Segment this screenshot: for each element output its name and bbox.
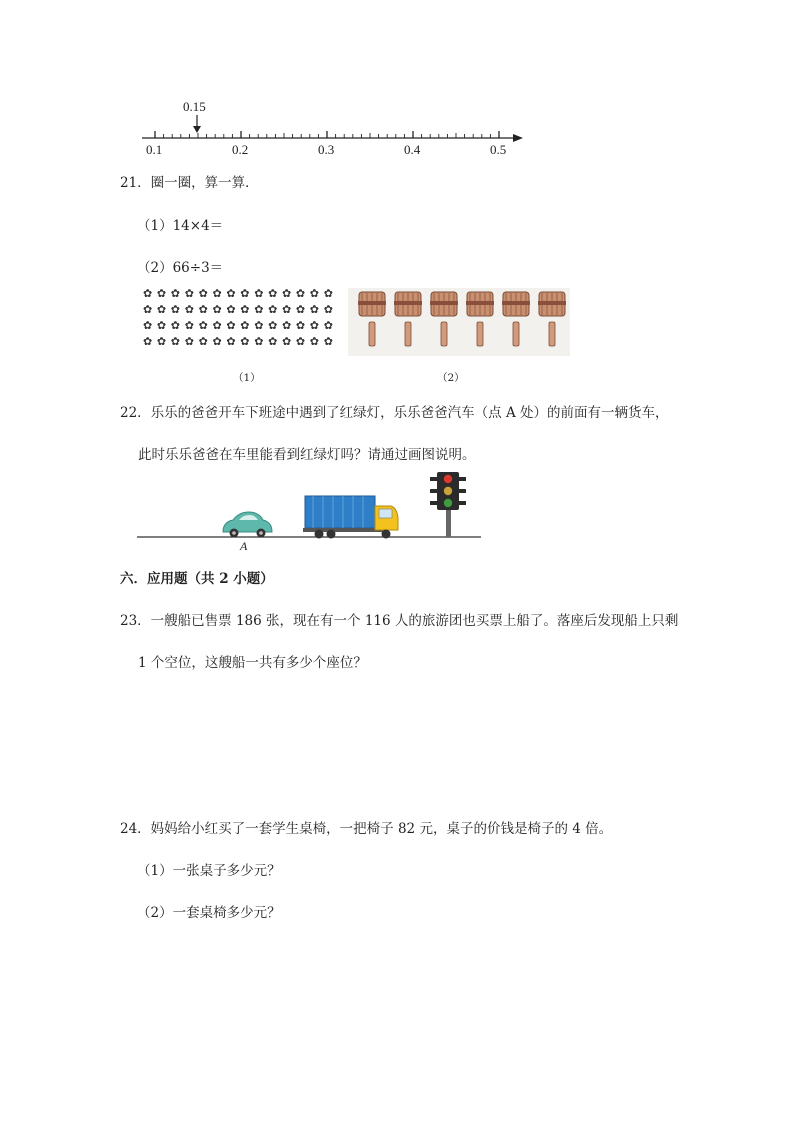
flower-icon: ✿	[309, 287, 320, 300]
marker-label: 0.15	[183, 99, 206, 114]
q24-part2: （2）一套桌椅多少元？	[137, 905, 281, 921]
flower-icon: ✿	[282, 303, 292, 316]
flower-icon: ✿	[268, 319, 278, 332]
flower-icon: ✿	[282, 335, 292, 348]
flower-icon: ✿	[295, 319, 306, 332]
tick-label: 0.5	[490, 142, 507, 157]
flower-icon: ✿	[240, 319, 250, 332]
flower-icon: ✿	[323, 287, 333, 300]
q23-line2: 1 个空位，这艘船一共有多少个座位？	[138, 655, 367, 671]
flower-icon: ✿	[254, 319, 264, 332]
flower-icon: ✿	[198, 335, 208, 348]
flower-icon: ✿	[184, 319, 194, 332]
flower-icon: ✿	[184, 303, 194, 316]
fig1-caption: （1）	[233, 372, 261, 384]
flower-icon: ✿	[309, 319, 320, 332]
traffic-scene-svg	[135, 466, 485, 554]
q24-line1: 24．妈妈给小红买了一套学生桌椅，一把椅子 82 元，桌子的价钱是椅子的 4 倍。	[120, 821, 613, 837]
car-icon	[223, 512, 272, 538]
flower-icon: ✿	[240, 303, 250, 316]
flower-icon: ✿	[254, 303, 264, 316]
number-line-svg	[135, 92, 530, 162]
q21-part2: （2）66÷3＝	[137, 260, 224, 276]
flower-icon: ✿	[184, 287, 194, 300]
flower-icon: ✿	[240, 287, 250, 300]
q24-part1: （1）一张桌子多少元？	[137, 863, 281, 879]
flower-icon: ✿	[156, 319, 167, 332]
q21-part1: （1）14×4＝	[137, 218, 224, 234]
flower-icon: ✿	[212, 303, 222, 316]
flower-icon: ✿	[240, 335, 250, 348]
axis-arrow-head	[513, 134, 523, 142]
marker-arrow-head	[193, 126, 201, 133]
traffic-light-icon	[430, 472, 466, 537]
flower-icon: ✿	[268, 287, 278, 300]
flower-icon: ✿	[156, 303, 167, 316]
tick-label: 0.3	[318, 142, 335, 157]
tick-label: 0.2	[232, 142, 249, 157]
flower-icon: ✿	[170, 287, 181, 300]
flower-icon: ✿	[268, 303, 278, 316]
flower-icon: ✿	[170, 303, 181, 316]
stick-bundle-icon	[466, 292, 494, 346]
traffic-scene	[135, 466, 485, 554]
flower-icon: ✿	[143, 319, 153, 332]
flower-icon: ✿	[226, 335, 236, 348]
q22-line2: 此时乐乐爸爸在车里能看到红绿灯吗？请通过画图说明。	[138, 447, 476, 463]
flower-icon: ✿	[143, 287, 153, 300]
section6-heading: 六．应用题（共 2 小题）	[120, 571, 274, 587]
tick-group	[155, 131, 499, 138]
flower-icon: ✿	[323, 335, 333, 348]
flower-icon: ✿	[198, 287, 208, 300]
flower-icon: ✿	[268, 335, 278, 348]
bundles-svg	[348, 288, 570, 356]
stick-bundle-icon	[394, 292, 422, 346]
flower-icon: ✿	[170, 335, 181, 348]
flower-icon: ✿	[212, 335, 222, 348]
q22-line1: 22．乐乐的爸爸开车下班途中遇到了红绿灯，乐乐爸爸汽车（点 A 处）的前面有一辆货车，	[120, 405, 669, 421]
flower-icon: ✿	[323, 319, 333, 332]
flower-icon: ✿	[198, 319, 208, 332]
flower-icon: ✿	[226, 319, 236, 332]
flower-icon: ✿	[282, 287, 292, 300]
flower-icon: ✿	[295, 287, 306, 300]
point-a-label: A	[240, 539, 248, 553]
stick-bundle-icon	[502, 292, 530, 346]
flower-icon: ✿	[143, 335, 153, 348]
flower-icon: ✿	[226, 303, 236, 316]
stick-bundle-icon	[538, 292, 566, 346]
flower-icon: ✿	[254, 287, 264, 300]
stick-bundle-icon	[358, 292, 386, 346]
flower-icon: ✿	[156, 335, 167, 348]
bundle-figure	[348, 288, 570, 356]
flower-icon: ✿	[282, 319, 292, 332]
flower-icon: ✿	[212, 319, 222, 332]
q21-title: 21．圈一圈，算一算．	[120, 175, 259, 191]
tick-label: 0.1	[146, 142, 163, 157]
number-line-figure	[135, 92, 530, 162]
flower-icon: ✿	[309, 335, 320, 348]
tick-label: 0.4	[404, 142, 421, 157]
flower-grid	[143, 288, 339, 352]
stick-bundle-icon	[430, 292, 458, 346]
flower-icon: ✿	[170, 319, 181, 332]
flower-icon: ✿	[295, 335, 306, 348]
flower-icon: ✿	[295, 303, 306, 316]
flower-icon: ✿	[212, 287, 222, 300]
truck-icon	[303, 496, 398, 539]
flower-icon: ✿	[198, 303, 208, 316]
fig2-caption: （2）	[437, 372, 465, 384]
flower-icon: ✿	[156, 287, 167, 300]
flower-icon: ✿	[226, 287, 236, 300]
flower-icon: ✿	[254, 335, 264, 348]
q23-line1: 23．一艘船已售票 186 张，现在有一个 116 人的旅游团也买票上船了。落座后发现船上只剩	[120, 613, 679, 629]
flower-icon: ✿	[184, 335, 194, 348]
flower-icon: ✿	[309, 303, 320, 316]
flower-icon: ✿	[143, 303, 153, 316]
flower-icon: ✿	[323, 303, 333, 316]
